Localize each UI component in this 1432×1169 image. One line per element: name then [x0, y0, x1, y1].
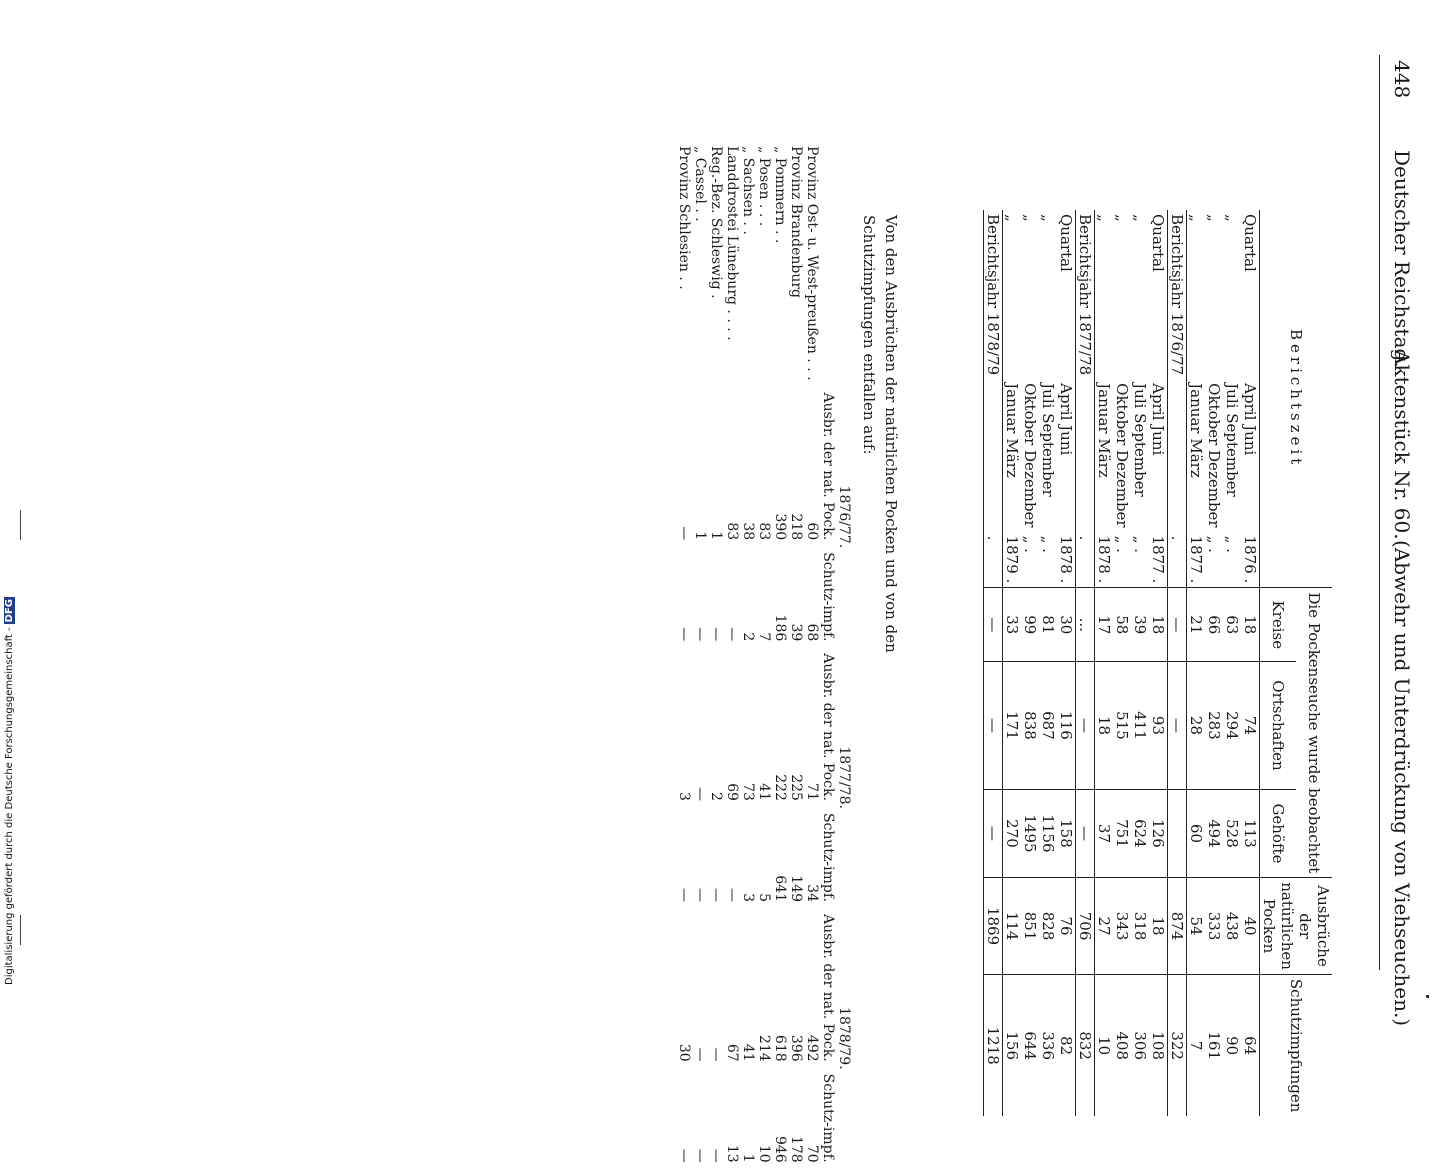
row-label: Berichtsjahr 1877/78 — [1076, 210, 1095, 379]
regional-breakdown-table — [676, 140, 852, 1169]
cell-kreise: ... — [1076, 588, 1095, 662]
cell-gehoefte: 751 — [1113, 789, 1131, 878]
cell-ortschaften: 28 — [1187, 662, 1206, 789]
cell-gehoefte: — — [984, 789, 1003, 878]
cell-kreise: 99 — [1021, 588, 1039, 662]
table-row — [1223, 210, 1241, 1116]
sub-corner-2 — [820, 140, 836, 387]
cell-ortschaften: 838 — [1021, 662, 1039, 789]
cell-kreise: 63 — [1223, 588, 1241, 662]
row-months: Oktober Dezember — [1205, 383, 1223, 528]
row-year: 1877 . — [1149, 535, 1167, 584]
region-value: 34 — [804, 884, 820, 902]
table-row — [1131, 210, 1149, 1116]
cell-ausbrueche: 333 — [1205, 878, 1223, 975]
row-months: Januar März — [1095, 383, 1113, 478]
year-header-2: 1877/78. — [836, 746, 852, 809]
table-row — [1039, 210, 1057, 1116]
row-year: 1876 . — [1241, 535, 1259, 584]
cell-ortschaften: 171 — [1003, 662, 1022, 789]
region-row — [740, 140, 756, 1169]
region-value: — — [692, 1148, 708, 1163]
table-row — [1149, 210, 1168, 1116]
region-row — [756, 140, 772, 1169]
row-label: Quartal — [1057, 214, 1075, 272]
cell-kreise: 18 — [1241, 588, 1260, 662]
region-value: 73 — [740, 783, 756, 801]
row-year: 1879 . — [1003, 535, 1021, 584]
table-row — [1187, 210, 1206, 1116]
row-label: Quartal — [1241, 214, 1259, 272]
region-value: 222 — [772, 774, 788, 801]
cell-ausbrueche: 706 — [1076, 878, 1095, 975]
region-value: 10 — [756, 1144, 772, 1163]
cell-ausbrueche: 343 — [1113, 878, 1131, 975]
region-value: — — [708, 887, 724, 902]
cell-ausbrueche: 18 — [1149, 878, 1168, 975]
region-value: — — [708, 627, 724, 642]
region-value: 30 — [676, 1043, 692, 1062]
table-row — [1241, 210, 1260, 1116]
row-year: . — [1168, 532, 1187, 588]
publication-title: Deutscher Reichstag. — [1390, 150, 1414, 368]
region-value: 69 — [724, 783, 740, 801]
cell-ausbrueche: 828 — [1039, 878, 1057, 975]
row-label: Berichtsjahr 1878/79 — [984, 210, 1003, 379]
cell-ortschaften: — — [984, 662, 1003, 789]
region-value: 390 — [772, 513, 788, 541]
region-name: Provinz Schlesien . . — [676, 146, 692, 290]
table-row — [1003, 210, 1022, 1116]
cell-gehoefte: 158 — [1057, 789, 1076, 878]
region-value: — — [692, 887, 708, 902]
cell-ortschaften: 283 — [1205, 662, 1223, 789]
region-row — [676, 140, 692, 1169]
region-value: 618 — [772, 1034, 788, 1062]
row-months — [984, 379, 1003, 531]
region-value: 68 — [804, 623, 820, 642]
cell-ortschaften: 18 — [1095, 662, 1114, 789]
regional-table-body — [676, 140, 820, 1169]
cell-gehoefte: 624 — [1131, 789, 1149, 878]
corner-mark — [1426, 995, 1429, 998]
row-label: „ — [1223, 214, 1241, 222]
col-header-berichtszeit: Berichtszeit — [1260, 210, 1333, 588]
region-value: 492 — [804, 1034, 820, 1062]
cell-impfungen: 336 — [1039, 974, 1057, 1116]
sub-col-b-2: Schutz-impf. — [820, 812, 836, 902]
region-name: Reg.-Bez. Schleswig . — [708, 146, 724, 299]
cell-impfungen: 306 — [1131, 974, 1149, 1116]
cell-gehoefte: 37 — [1095, 789, 1114, 878]
region-value: 41 — [740, 1043, 756, 1062]
cell-ortschaften: 411 — [1131, 662, 1149, 789]
col-group-header: Die Pockenseuche wurde beobachtet — [1296, 588, 1332, 878]
running-header — [1384, 60, 1414, 1027]
sub-col-b-3: Schutz-impf. — [820, 1073, 836, 1163]
region-row — [772, 140, 788, 1169]
region-value: 39 — [788, 623, 804, 642]
row-months: Juli September — [1131, 383, 1149, 497]
row-label: Berichtsjahr 1876/77 — [1168, 210, 1187, 379]
row-months: Januar März — [1003, 383, 1021, 478]
region-value: 71 — [804, 783, 820, 801]
cell-gehoefte: 1495 — [1021, 789, 1039, 878]
margin-tick — [20, 510, 21, 540]
cell-ortschaften: 294 — [1223, 662, 1241, 789]
cell-ortschaften: 93 — [1149, 662, 1168, 789]
row-label: „ — [1205, 214, 1223, 222]
cell-gehoefte: 60 — [1187, 789, 1206, 878]
cell-impfungen: 1218 — [984, 974, 1003, 1116]
row-year: „ . — [1131, 535, 1149, 553]
cell-ausbrueche: 318 — [1131, 878, 1149, 975]
page-number: 448 — [1390, 60, 1414, 99]
row-label: „ — [1021, 214, 1039, 222]
row-months: April Juni — [1241, 383, 1259, 456]
region-row — [804, 140, 820, 1169]
cell-ausbrueche: 438 — [1223, 878, 1241, 975]
row-year: „ . — [1021, 535, 1039, 553]
row-year: . — [984, 532, 1003, 588]
col-header-impfungen: Schutzimpfungen — [1260, 974, 1333, 1116]
region-value: 3 — [740, 893, 756, 902]
region-value: 641 — [772, 875, 788, 902]
row-label: Quartal — [1149, 214, 1167, 272]
region-value: 60 — [804, 522, 820, 541]
cell-gehoefte: 270 — [1003, 789, 1022, 878]
region-value: 67 — [724, 1043, 740, 1062]
region-value: — — [692, 627, 708, 642]
row-months: Oktober Dezember — [1113, 383, 1131, 528]
region-name: Provinz Brandenburg — [788, 146, 804, 299]
col-header-kreise: Kreise — [1260, 588, 1297, 662]
region-value: 225 — [788, 774, 804, 801]
cell-ausbrueche: 1869 — [984, 878, 1003, 975]
row-label: „ — [1095, 214, 1113, 222]
region-value: — — [708, 1148, 724, 1163]
row-months: April Juni — [1057, 383, 1075, 456]
region-value: 946 — [772, 1135, 788, 1163]
row-year: 1878 . — [1095, 535, 1113, 584]
region-value: 13 — [724, 1144, 740, 1163]
region-name: Provinz Ost- u. West-preußen . . . — [804, 146, 820, 381]
region-value: — — [724, 887, 740, 902]
cell-kreise: — — [984, 588, 1003, 662]
cell-impfungen: 644 — [1021, 974, 1039, 1116]
cell-gehoefte: 113 — [1241, 789, 1260, 878]
cell-kreise: 81 — [1039, 588, 1057, 662]
region-value: — — [692, 1047, 708, 1062]
col-header-ausbrueche: Ausbrüche der natürlichen Pocken — [1260, 878, 1333, 975]
cell-impfungen: 322 — [1168, 974, 1187, 1116]
region-value: 2 — [740, 632, 756, 642]
cell-gehoefte: — — [1076, 789, 1095, 878]
region-value: — — [676, 526, 692, 541]
table-body — [984, 210, 1260, 1116]
row-months: Juli September — [1039, 383, 1057, 497]
year-header-1: 1876/77. — [836, 485, 852, 549]
row-label: „ — [1003, 214, 1021, 222]
region-value: — — [708, 1047, 724, 1062]
row-months: Oktober Dezember — [1021, 383, 1039, 528]
cell-ortschaften: 116 — [1057, 662, 1076, 789]
cell-ausbrueche: 114 — [1003, 878, 1022, 975]
cell-gehoefte: 528 — [1223, 789, 1241, 878]
cell-impfungen: 64 — [1241, 974, 1260, 1116]
cell-kreise: — — [1168, 588, 1187, 662]
row-months — [1076, 379, 1095, 531]
cell-impfungen: 90 — [1223, 974, 1241, 1116]
region-value: 1 — [740, 1153, 756, 1163]
region-row — [724, 140, 740, 1169]
cell-kreise: 17 — [1095, 588, 1114, 662]
cell-kreise: 18 — [1149, 588, 1168, 662]
row-year: „ . — [1039, 535, 1057, 553]
summary-row — [984, 210, 1003, 1116]
cell-ausbrueche: 851 — [1021, 878, 1039, 975]
region-value: 83 — [724, 522, 740, 541]
region-value: 7 — [756, 632, 772, 642]
cell-kreise: 39 — [1131, 588, 1149, 662]
cell-impfungen: 156 — [1003, 974, 1022, 1116]
row-year: . — [1076, 532, 1095, 588]
region-value: 1 — [708, 531, 724, 541]
region-name: Landdrostei Lüneburg . . . . — [724, 146, 740, 341]
cell-ortschaften: — — [1168, 662, 1187, 789]
row-year: 1878 . — [1057, 535, 1075, 584]
region-row — [788, 140, 804, 1169]
year-header-3: 1878/79. — [836, 1007, 852, 1070]
row-year: „ . — [1113, 535, 1131, 553]
cell-impfungen: 82 — [1057, 974, 1076, 1116]
digitization-credit — [4, 599, 15, 985]
dfg-logo: DFG — [4, 599, 15, 623]
row-label: „ — [1039, 214, 1057, 222]
cell-ortschaften: 687 — [1039, 662, 1057, 789]
region-name: „ Posen . . . — [756, 146, 772, 227]
table-row — [1205, 210, 1223, 1116]
cell-gehoefte: 1156 — [1039, 789, 1057, 878]
cell-ausbrueche: 54 — [1187, 878, 1206, 975]
document-number: Aktenstück Nr. 60. — [1390, 350, 1414, 540]
credit-text: Digitalisierung gefördert durch die Deutsche Forschungsgemeinschaft - — [4, 627, 15, 985]
row-year: „ . — [1223, 535, 1241, 553]
cell-impfungen: 161 — [1205, 974, 1223, 1116]
cell-gehoefte: 494 — [1205, 789, 1223, 878]
row-months: Juli September — [1223, 383, 1241, 497]
summary-row — [1168, 210, 1187, 1116]
region-value: — — [676, 627, 692, 642]
col-header-gehoefte: Gehöfte — [1260, 789, 1297, 878]
region-value: 38 — [740, 522, 756, 541]
cell-ortschaften: 74 — [1241, 662, 1260, 789]
region-value: 149 — [788, 875, 804, 902]
smallpox-statistics-table — [983, 210, 1332, 1116]
cell-ausbrueche: 874 — [1168, 878, 1187, 975]
cell-ortschaften: 515 — [1113, 662, 1131, 789]
cell-impfungen: 7 — [1187, 974, 1206, 1116]
cell-impfungen: 832 — [1076, 974, 1095, 1116]
row-label: „ — [1131, 214, 1149, 222]
summary-row — [1076, 210, 1095, 1116]
cell-impfungen: 108 — [1149, 974, 1168, 1116]
region-value: 70 — [804, 1144, 820, 1163]
cell-impfungen: 10 — [1095, 974, 1114, 1116]
row-label: „ — [1187, 214, 1205, 222]
region-name: „ Pommern . . — [772, 146, 788, 244]
row-year: „ . — [1205, 535, 1223, 553]
region-row — [692, 140, 708, 1169]
region-value: 41 — [756, 783, 772, 801]
col-header-ortschaften: Ortschaften — [1260, 662, 1297, 789]
cell-kreise: 66 — [1205, 588, 1223, 662]
table-row — [1057, 210, 1076, 1116]
region-value: 214 — [756, 1034, 772, 1062]
region-value: — — [692, 786, 708, 801]
region-value: 2 — [708, 792, 724, 801]
region-name: „ Cassel . . — [692, 146, 708, 222]
row-months: Januar März — [1187, 383, 1205, 478]
margin-tick — [20, 915, 21, 945]
region-name: „ Sachsen . . — [740, 146, 756, 235]
region-value: 1 — [692, 531, 708, 541]
sub-col-b-1: Schutz-impf. — [820, 552, 836, 642]
document-subject: (Abwehr und Unterdrückung von Viehseuchen.) — [1390, 540, 1414, 1027]
sub-col-a-3: Ausbr. der nat. Pock. — [820, 913, 836, 1062]
cell-gehoefte — [1168, 789, 1187, 878]
region-value: — — [724, 627, 740, 642]
row-year: 1877 . — [1187, 535, 1205, 584]
cell-ausbrueche: 76 — [1057, 878, 1076, 975]
cell-gehoefte: 126 — [1149, 789, 1168, 878]
row-label: „ — [1113, 214, 1131, 222]
region-value: 186 — [772, 614, 788, 642]
sub-corner — [836, 140, 852, 387]
cell-impfungen: 408 — [1113, 974, 1131, 1116]
cell-ausbrueche: 40 — [1241, 878, 1260, 975]
sub-col-a-2: Ausbr. der nat. Pock. — [820, 653, 836, 801]
region-value: 83 — [756, 522, 772, 541]
table-row — [1113, 210, 1131, 1116]
table-row — [1095, 210, 1114, 1116]
region-value: 178 — [788, 1135, 804, 1163]
region-value: — — [676, 887, 692, 902]
cell-kreise: 58 — [1113, 588, 1131, 662]
row-months — [1168, 379, 1187, 531]
region-value: — — [676, 1148, 692, 1163]
row-months: April Juni — [1149, 383, 1167, 456]
cell-ausbrueche: 27 — [1095, 878, 1114, 975]
cell-ortschaften: — — [1076, 662, 1095, 789]
cell-kreise: 33 — [1003, 588, 1022, 662]
cell-kreise: 21 — [1187, 588, 1206, 662]
region-row — [708, 140, 724, 1169]
intro-paragraph: Von den Ausbrüchen der natürlichen Pocken und von den Schutzimpfungen entfallen auf: — [860, 215, 900, 653]
sub-col-a-1: Ausbr. der nat. Pock. — [820, 392, 836, 541]
cell-kreise: 30 — [1057, 588, 1076, 662]
region-value: 5 — [756, 893, 772, 902]
region-value: 396 — [788, 1034, 804, 1062]
region-value: 3 — [676, 792, 692, 801]
region-value: 218 — [788, 513, 804, 541]
table-row — [1021, 210, 1039, 1116]
header-rule — [1379, 55, 1380, 970]
